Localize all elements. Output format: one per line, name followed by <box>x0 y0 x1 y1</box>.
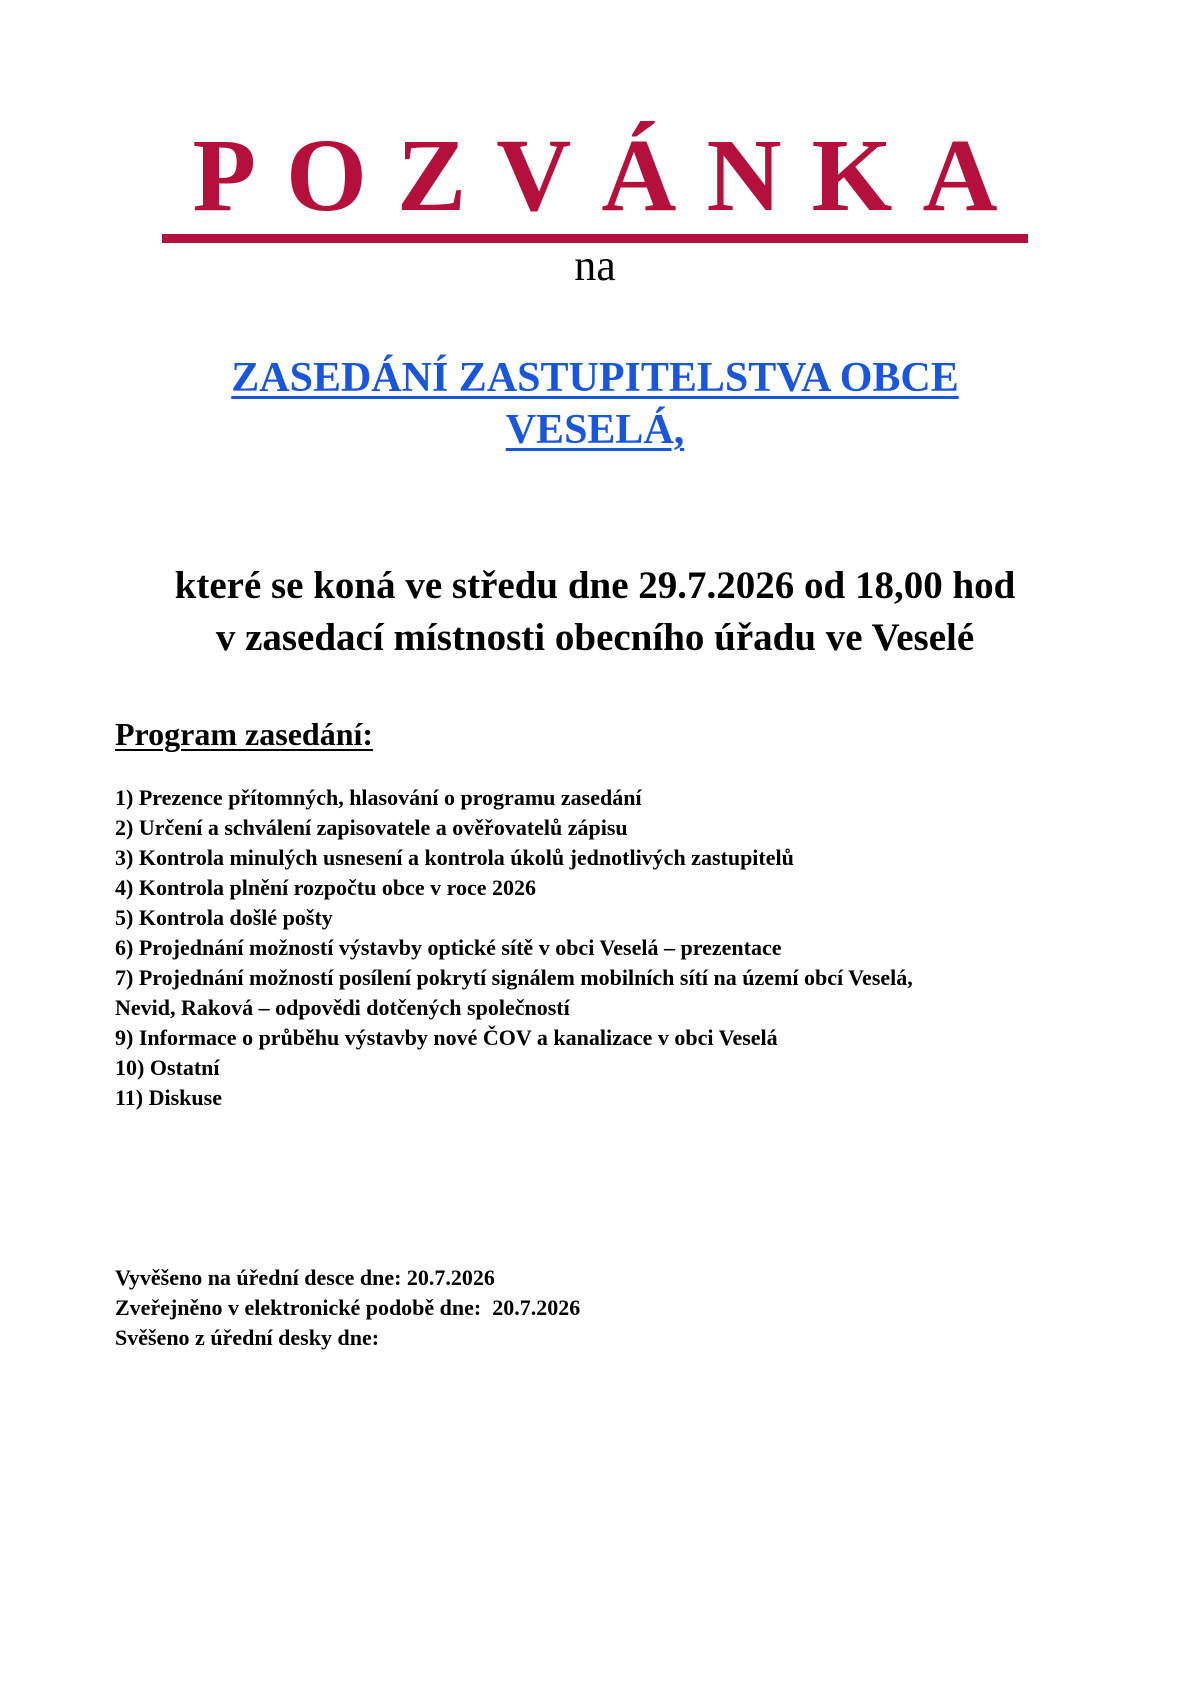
title-block <box>0 118 1190 243</box>
agenda-item: 6) Projednání možností výstavby optické sítě v obci Veselá – prezentace <box>115 935 782 960</box>
posted-date-note: Vyvěšeno na úřední desce dne: 20.7.2026 <box>115 1265 495 1290</box>
invitation-title: POZVÁNKA <box>162 118 1027 243</box>
agenda-item: 2) Určení a schválení zapisovatele a ověřovatelů zápisu <box>115 815 628 840</box>
agenda-item: 11) Diskuse <box>115 1085 222 1110</box>
posting-notes <box>115 1263 580 1353</box>
agenda-item: Nevid, Raková – odpovědi dotčených společností <box>115 995 570 1020</box>
meeting-info-line-1: které se koná ve středu dne 29.7.2026 od 18,00 hod <box>174 564 1016 607</box>
agenda-list <box>115 783 1095 1113</box>
removed-date-note: Svěšeno z úřední desky dne: <box>115 1325 380 1350</box>
invitation-subtitle: na <box>574 241 616 290</box>
meeting-title-line-1: ZASEDÁNÍ ZASTUPITELSTVA OBCE <box>231 355 959 401</box>
agenda-item: 5) Kontrola došlé pošty <box>115 905 333 930</box>
agenda-item: 7) Projednání možností posílení pokrytí signálem mobilních sítí na území obcí Veselá, <box>115 965 913 990</box>
meeting-info <box>0 560 1190 664</box>
agenda-item: 4) Kontrola plnění rozpočtu obce v roce 2026 <box>115 875 537 900</box>
agenda-item: 10) Ostatní <box>115 1055 220 1080</box>
published-date-note: Zveřejněno v elektronické podobě dne: 20.7.2026 <box>115 1295 581 1320</box>
meeting-title-line-2: VESELÁ, <box>505 407 685 453</box>
program-heading: Program zasedání: <box>115 716 374 752</box>
meeting-title <box>0 352 1190 456</box>
agenda-item: 1) Prezence přítomných, hlasování o programu zasedání <box>115 785 642 810</box>
agenda-item: 3) Kontrola minulých usnesení a kontrola úkolů jednotlivých zastupitelů <box>115 845 794 870</box>
meeting-info-line-2: v zasedací místnosti obecního úřadu ve Veselé <box>215 616 975 659</box>
agenda-item: 9) Informace o průběhu výstavby nové ČOV a kanalizace v obci Veselá <box>115 1025 778 1050</box>
